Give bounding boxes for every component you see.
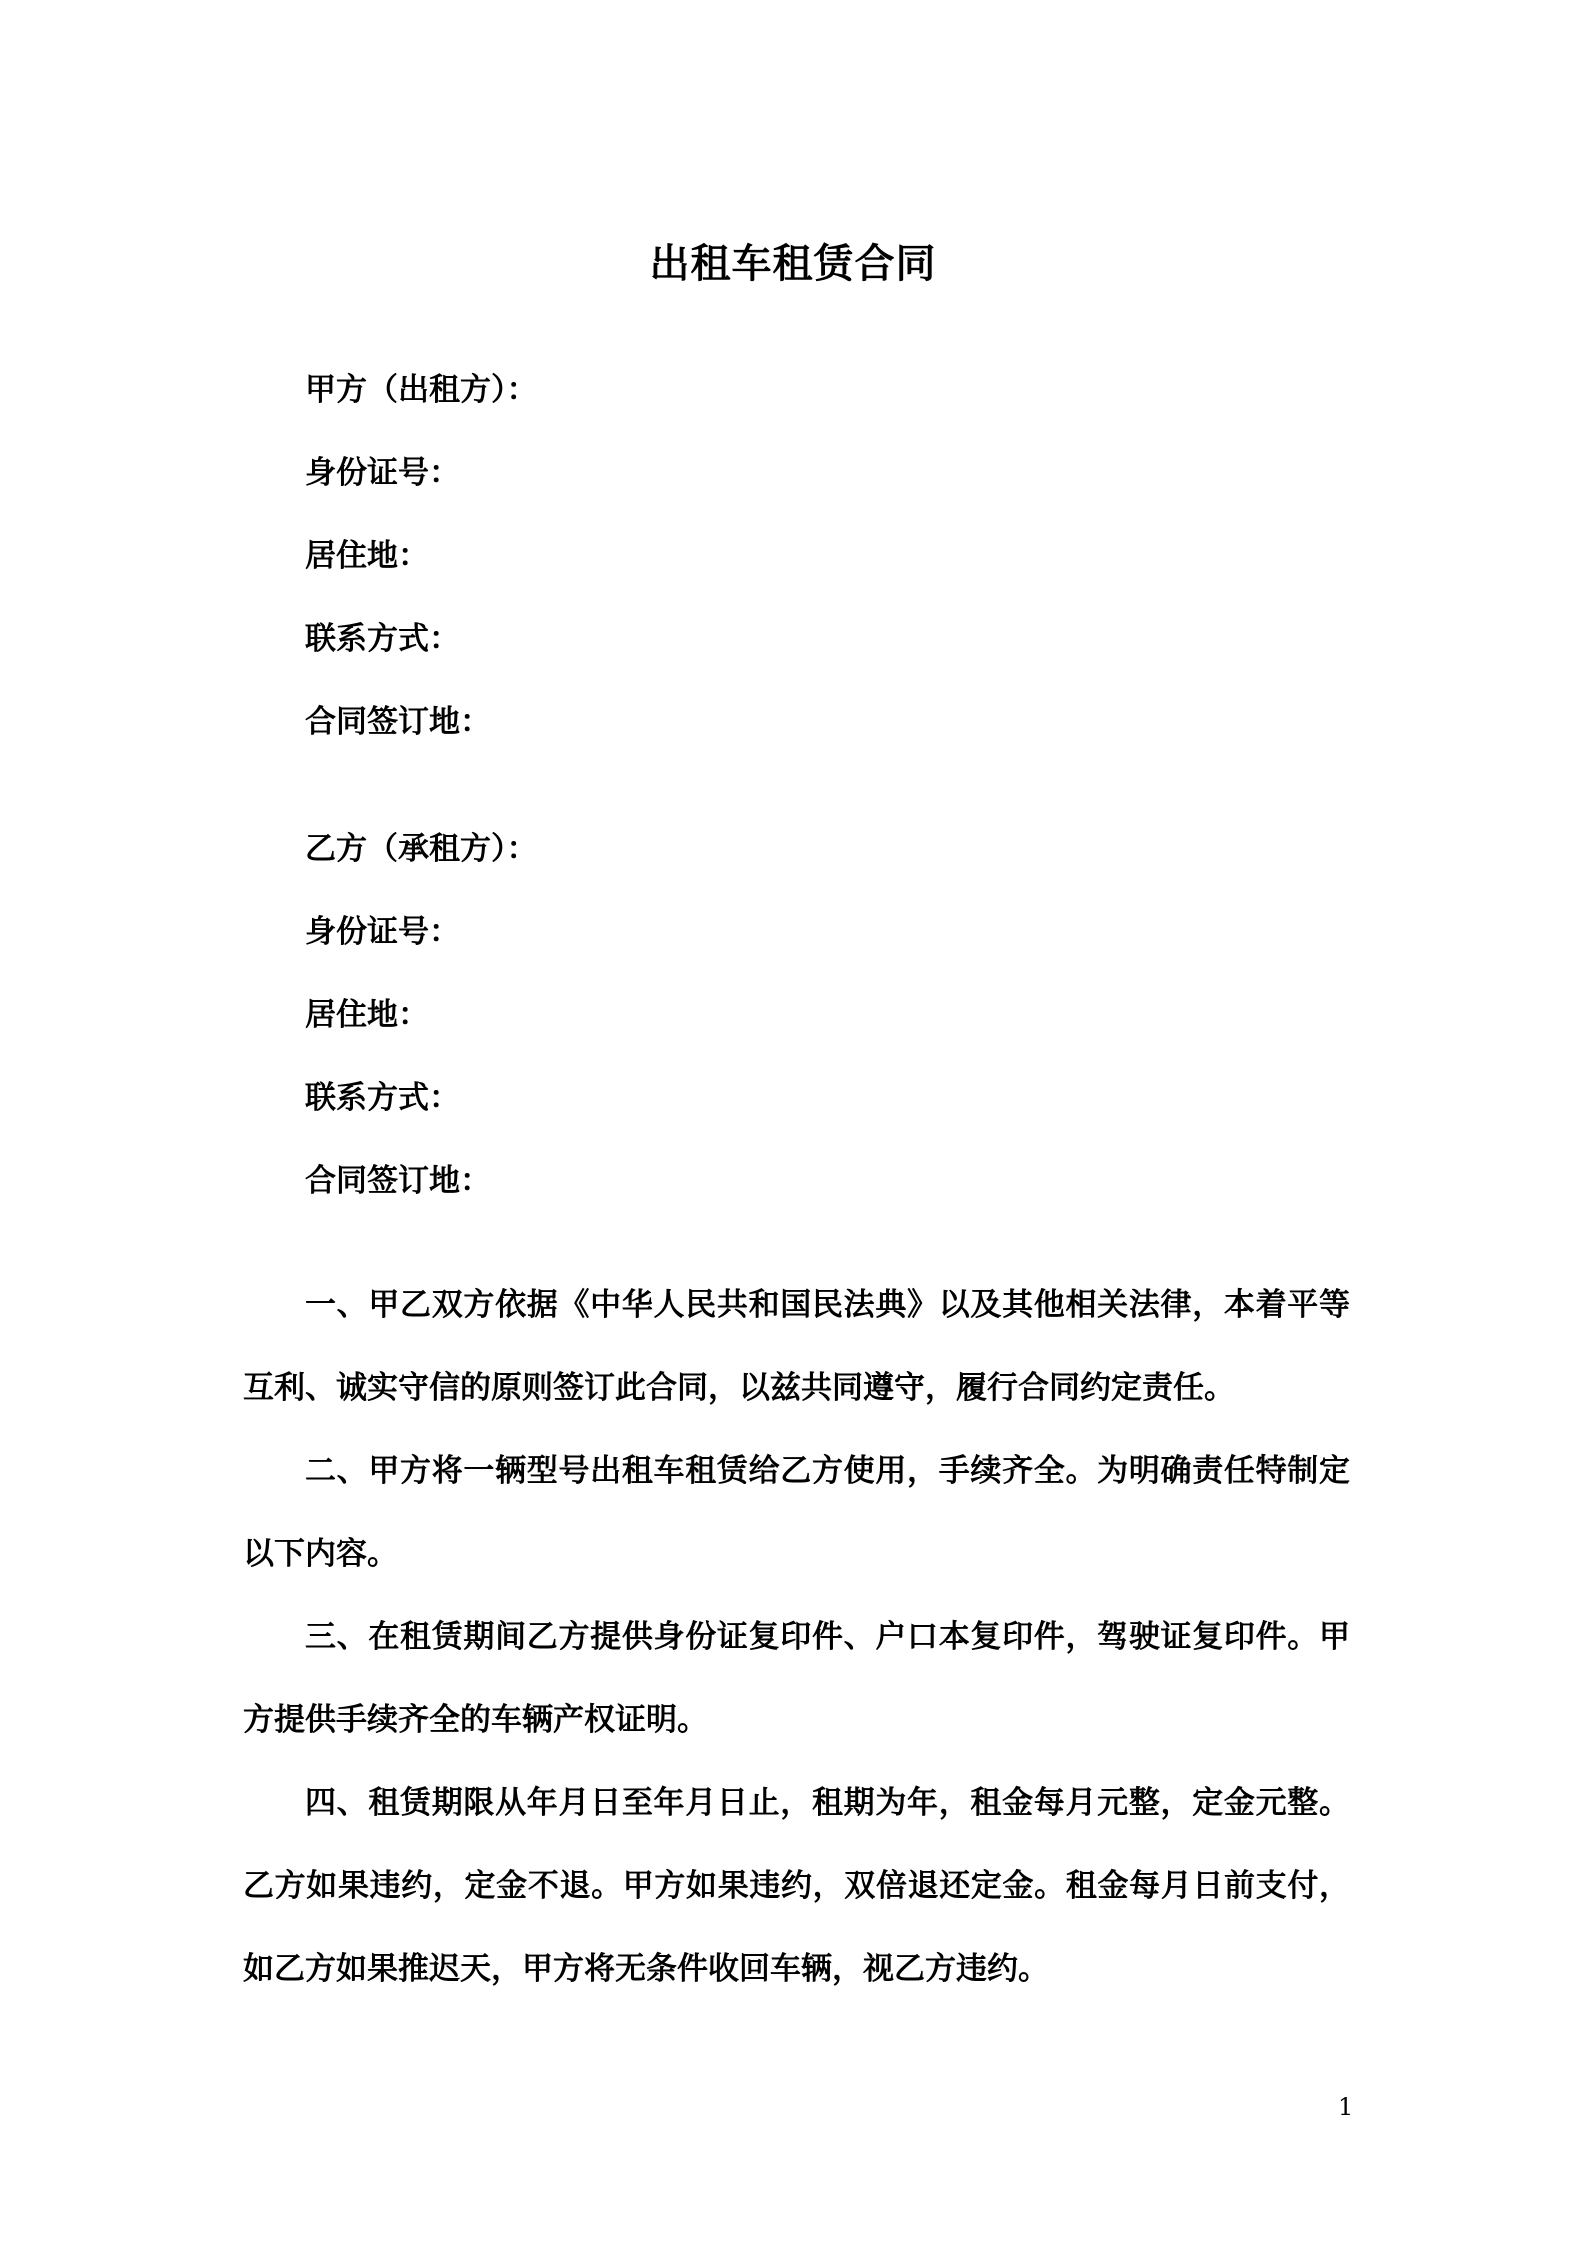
party-a-contact-label: 联系方式： <box>305 621 460 657</box>
clause-4: 四、租赁期限从年月日至年月日止，租期为年，租金每月元整，定金元整。乙方如果违约，定金不退。甲方如果违约，双倍退还定金。租金每月日前支付，如乙方如果推迟天，甲方将无条件收回车辆，视乙方违约。 <box>243 1785 1350 1987</box>
party-b-signing-place-label: 合同签订地： <box>305 1163 491 1199</box>
clause-2: 二、甲方将一辆型号出租车租赁给乙方使用，手续齐全。为明确责任特制定以下内容。 <box>243 1453 1350 1572</box>
party-b-residence-label: 居住地： <box>305 997 429 1033</box>
party-a-id-number-label: 身份证号： <box>305 455 460 491</box>
party-b-contact-label: 联系方式： <box>305 1080 460 1116</box>
clause-1: 一、甲乙双方依据《中华人民共和国民法典》以及其他相关法律，本着平等互利、诚实守信的原则签订此合同，以兹共同遵守，履行合同约定责任。 <box>243 1287 1350 1406</box>
document-title: 出租车租赁合同 <box>649 241 937 287</box>
party-a-residence-label: 居住地： <box>305 538 429 574</box>
party-b-heading: 乙方（承租方）： <box>305 831 538 867</box>
party-b-id-number-label: 身份证号： <box>305 914 460 950</box>
page-number: 1 <box>1338 2093 1354 2121</box>
clause-3: 三、在租赁期间乙方提供身份证复印件、户口本复印件，驾驶证复印件。甲方提供手续齐全的车辆产权证明。 <box>243 1619 1350 1738</box>
party-a-heading: 甲方（出租方）： <box>305 372 538 408</box>
party-a-signing-place-label: 合同签订地： <box>305 704 491 740</box>
